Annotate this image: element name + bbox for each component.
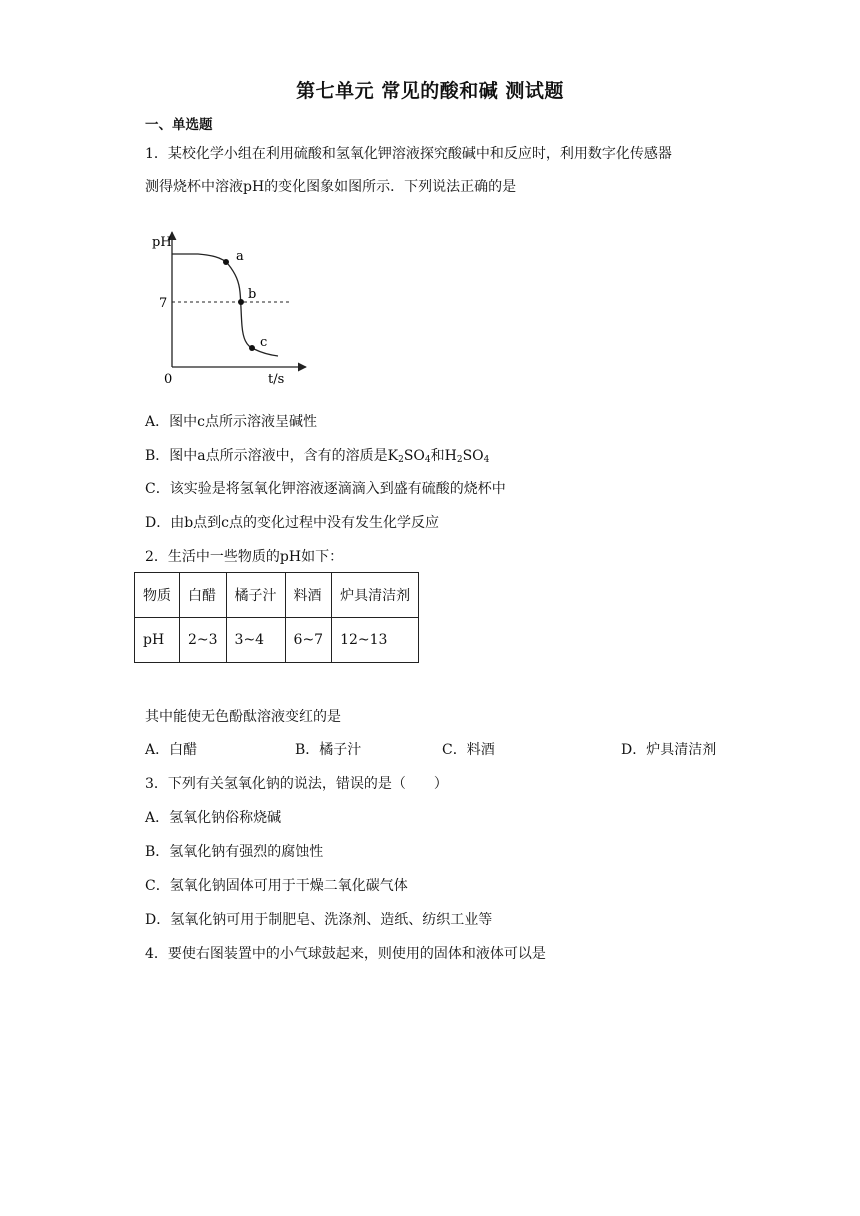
table-cell: pH	[135, 618, 180, 663]
q2-stem: 2．生活中一些物质的pH如下：	[145, 549, 344, 565]
table-cell: 白醋	[180, 573, 227, 618]
point-c-label: c	[260, 335, 268, 350]
page-title: 第七单元 常见的酸和碱 测试题	[296, 80, 564, 102]
section-heading: 一、单选题	[145, 117, 213, 133]
table-header-row	[135, 573, 419, 618]
q4-stem: 4．要使右图装置中的小气球鼓起来，则使用的固体和液体可以是	[145, 946, 546, 962]
x-axis-label: t/s	[268, 372, 285, 387]
table-cell: 2~3	[180, 618, 227, 663]
point-a	[223, 259, 229, 265]
table-cell: 料酒	[285, 573, 332, 618]
q3-option-a: A．氢氧化钠俗称烧碱	[145, 810, 282, 826]
q2-option-b: B．橘子汁	[295, 742, 362, 758]
q3-option-d: D．氢氧化钠可用于制肥皂、洗涤剂、造纸、纺织工业等	[145, 912, 493, 928]
q1-option-b: B．图中a点所示溶液中，含有的溶质是$K_2SO_4$和$H_2SO_4$	[145, 448, 490, 465]
q2-option-d: D．炉具清洁剂	[621, 742, 717, 758]
table-cell: 物质	[135, 573, 180, 618]
q1-stem-line1: 1．某校化学小组在利用硫酸和氢氧化钾溶液探究酸碱中和反应时，利用数字化传感器	[145, 146, 672, 162]
q2-option-c: C．料酒	[442, 742, 495, 758]
point-a-label: a	[236, 249, 244, 264]
q2-option-a: A．白醋	[145, 742, 198, 758]
q1-stem-line2: 测得烧杯中溶液pH的变化图象如图所示．下列说法正确的是	[145, 179, 517, 195]
q1-option-c: C．该实验是将氢氧化钾溶液逐滴滴入到盛有硫酸的烧杯中	[145, 481, 506, 497]
q3-option-b: B．氢氧化钠有强烈的腐蚀性	[145, 844, 324, 860]
table-cell: 6~7	[285, 618, 332, 663]
ph-table	[134, 572, 419, 663]
table-cell: 12~13	[332, 618, 419, 663]
q1-option-a: A．图中c点所示溶液呈碱性	[145, 414, 317, 430]
ph7-tick-label: 7	[159, 296, 168, 311]
y-axis-label: pH	[152, 235, 172, 250]
table-cell: 3~4	[226, 618, 285, 663]
point-c	[249, 345, 255, 351]
q1-option-d: D．由b点到c点的变化过程中没有发生化学反应	[145, 515, 440, 531]
point-b	[238, 299, 244, 305]
q3-option-c: C．氢氧化钠固体可用于干燥二氧化碳气体	[145, 878, 408, 894]
q2-question: 其中能使无色酚酞溶液变红的是	[145, 709, 341, 725]
q3-stem: 3．下列有关氢氧化钠的说法，错误的是（ ）	[145, 776, 448, 792]
origin-label: 0	[164, 372, 173, 387]
point-b-label: b	[248, 287, 257, 302]
ph-chart	[148, 222, 318, 392]
table-cell: 炉具清洁剂	[332, 573, 419, 618]
table-row	[135, 618, 419, 663]
table-cell: 橘子汁	[226, 573, 285, 618]
